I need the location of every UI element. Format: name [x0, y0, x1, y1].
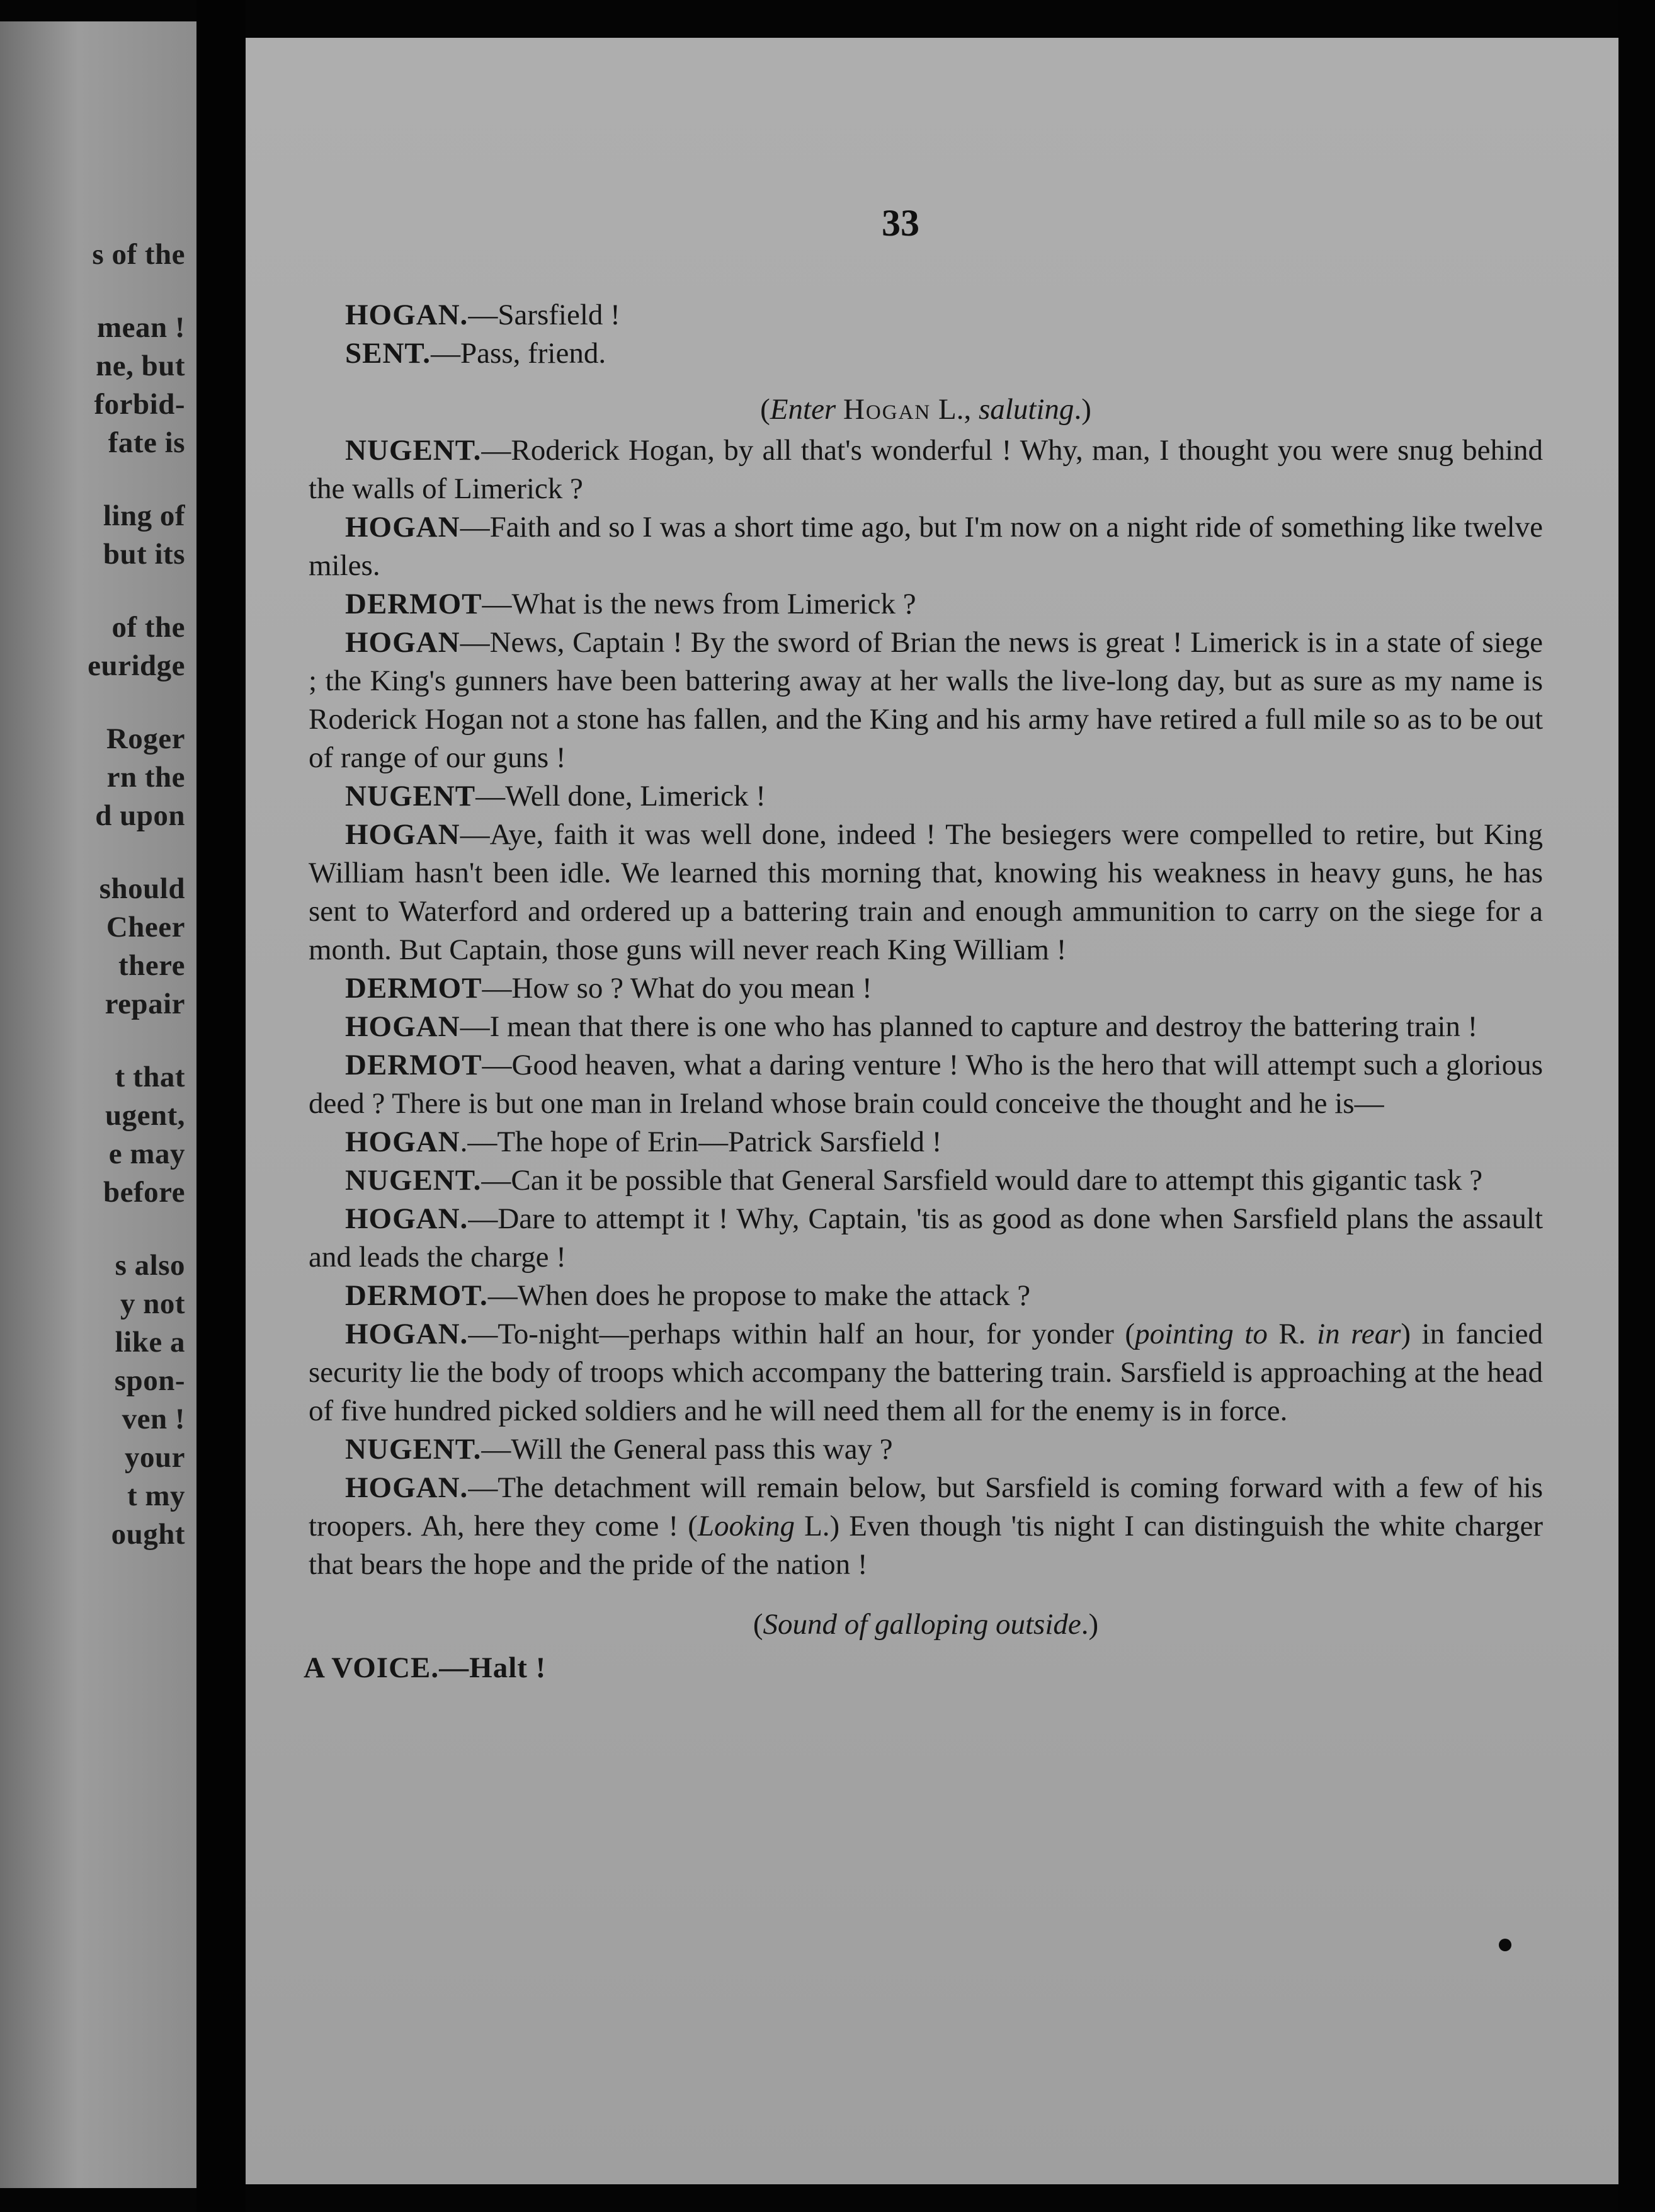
- speech: —The detachment will remain below, but Sarsfield is coming forward with a few of his troopers. Ah, here they come ! (: [309, 1471, 1543, 1542]
- speaker: DERMOT: [345, 588, 482, 620]
- speech: .—The hope of Erin—Patrick Sarsfield !: [460, 1126, 942, 1158]
- blank-line: [0, 1212, 185, 1246]
- page-number: 33: [882, 202, 919, 244]
- ink-dot: [1499, 1939, 1511, 1951]
- speaker: HOGAN.: [345, 1202, 469, 1235]
- direction-mid: L.,: [931, 393, 979, 426]
- dialogue-line: [309, 1161, 1543, 1200]
- speech: —When does he propose to make the attack ?: [487, 1279, 1031, 1312]
- stage-direction-galloping: [309, 1605, 1543, 1644]
- left-fragment-line: s also: [115, 1249, 185, 1282]
- left-fragment-line: ling of: [103, 499, 185, 532]
- speech: —Pass, friend.: [431, 337, 606, 370]
- stage-direction-enter: [309, 391, 1543, 429]
- left-fragment-line: but its: [103, 538, 185, 571]
- speech: ) in fancied security lie the body of troops which accompany the battering train. Sarsfield is approaching at the head of five hundred picked soldiers and he will need them all for the enemy is in force.: [309, 1318, 1543, 1427]
- dialogue-line: [309, 508, 1543, 585]
- dialogue-line: [309, 1200, 1543, 1277]
- speaker: HOGAN: [345, 1126, 460, 1158]
- speaker: HOGAN: [345, 511, 460, 544]
- speaker: SENT.: [345, 337, 431, 370]
- direction-action: saluting: [978, 393, 1074, 426]
- speaker: HOGAN.: [345, 1318, 469, 1350]
- inline-direction: Looking: [697, 1510, 795, 1542]
- right-page: [246, 38, 1618, 2184]
- inline-direction: pointing to: [1135, 1318, 1268, 1350]
- left-fragment-line: ven !: [122, 1403, 185, 1435]
- left-fragment-line: euridge: [88, 649, 185, 682]
- dialogue-line: [309, 816, 1543, 969]
- direction-text: Sound of galloping outside: [763, 1608, 1081, 1641]
- line-hogan-sarsfield: [309, 296, 1543, 334]
- speaker: HOGAN: [345, 1010, 460, 1043]
- left-fragment-line: before: [103, 1176, 185, 1209]
- left-fragment-line: repair: [105, 988, 185, 1020]
- speech: —Well done, Limerick !: [475, 780, 766, 812]
- speaker: DERMOT: [345, 1049, 482, 1081]
- left-page-text: [0, 236, 185, 1554]
- left-fragment-line: your: [125, 1441, 185, 1474]
- speaker: A VOICE.: [304, 1651, 440, 1684]
- play-text: [304, 296, 1543, 1687]
- book-gutter: [196, 0, 246, 2212]
- blank-line: [0, 574, 185, 608]
- dialogue-line: [309, 1277, 1543, 1315]
- dialogue-line: [309, 585, 1543, 624]
- left-fragment-line: Roger: [106, 722, 185, 755]
- left-fragment-line: like a: [115, 1326, 185, 1359]
- left-fragment-line: spon-: [114, 1364, 185, 1397]
- left-fragment-line: Cheer: [106, 911, 185, 944]
- speech: —Dare to attempt it ! Why, Captain, 'tis as good as done when Sarsfield plans the assault and leads the charge !: [309, 1202, 1543, 1274]
- left-fragment-line: ugent,: [105, 1099, 185, 1132]
- left-fragment-line: d upon: [95, 799, 185, 832]
- blank-line: [0, 462, 185, 497]
- character-name: Hogan: [843, 393, 931, 426]
- left-page-fragment: [0, 21, 196, 2188]
- speaker: HOGAN: [345, 818, 460, 851]
- speech: L.) Even though 'tis night I can distinguish the white charger that bears the hope and the pride of the nation !: [309, 1510, 1543, 1581]
- left-fragment-line: ne, but: [96, 350, 185, 382]
- speech: —Halt !: [439, 1651, 547, 1684]
- speech: —How so ? What do you mean !: [482, 972, 872, 1005]
- left-fragment-line: mean !: [96, 311, 185, 344]
- speaker: HOGAN: [345, 626, 460, 659]
- left-fragment-line: should: [99, 872, 185, 905]
- left-fragment-line: t my: [127, 1479, 185, 1512]
- left-fragment-line: e may: [108, 1137, 185, 1170]
- speaker: NUGENT.: [345, 1433, 482, 1466]
- dialogue-line-tonight: [309, 1315, 1543, 1430]
- speech: —Roderick Hogan, by all that's wonderful ! Why, man, I thought you were snug behind the walls of Limerick ?: [309, 434, 1543, 505]
- speech: —Good heaven, what a daring venture ! Who is the hero that will attempt such a glorious deed ? There is but one man in Ireland whose brain could conceive the thought and he is—: [309, 1049, 1543, 1120]
- left-fragment-line: fate is: [108, 426, 185, 459]
- speech: —Sarsfield !: [468, 299, 620, 331]
- speech: —Can it be possible that General Sarsfield would dare to attempt this gigantic task ?: [481, 1164, 1483, 1197]
- left-fragment-line: ought: [111, 1518, 185, 1551]
- dialogue-line: [309, 777, 1543, 816]
- dialogue-line: [309, 1123, 1543, 1161]
- dialogue-line: [309, 1046, 1543, 1123]
- paren: .): [1081, 1608, 1099, 1641]
- speech: —Faith and so I was a short time ago, but I'm now on a night ride of something like twelve miles.: [309, 511, 1543, 582]
- speech: —I mean that there is one who has planned to capture and destroy the battering train !: [460, 1010, 1478, 1043]
- left-fragment-line: there: [118, 949, 185, 982]
- left-fragment-line: t that: [115, 1061, 185, 1093]
- speaker: HOGAN.: [345, 299, 469, 331]
- speech: —What is the news from Limerick ?: [482, 588, 916, 620]
- blank-line: [0, 274, 185, 309]
- left-fragment-line: s of the: [92, 238, 185, 271]
- paren: (: [753, 1608, 763, 1641]
- speech: —Will the General pass this way ?: [481, 1433, 893, 1466]
- speaker: NUGENT: [345, 780, 476, 812]
- paren: .): [1074, 393, 1091, 426]
- left-fragment-line: y not: [120, 1287, 185, 1320]
- dialogue-line-voice: [304, 1649, 1543, 1687]
- inline-direction: in rear: [1317, 1318, 1401, 1350]
- blank-line: [0, 1023, 185, 1058]
- speaker: DERMOT: [345, 972, 482, 1005]
- line-sent-pass: [309, 334, 1543, 373]
- speaker: NUGENT.: [345, 1164, 482, 1197]
- left-fragment-line: rn the: [106, 761, 185, 794]
- blank-line: [0, 685, 185, 720]
- enter-word: Enter: [770, 393, 836, 426]
- speaker: DERMOT.: [345, 1279, 488, 1312]
- dialogue-line: [309, 1430, 1543, 1469]
- dialogue-line-last: [309, 1469, 1543, 1584]
- paren: (: [760, 393, 770, 426]
- dialogue-line: [309, 1008, 1543, 1046]
- speech: —News, Captain ! By the sword of Brian the news is great ! Limerick is in a state of siege ; the King's gunners have been battering away at her walls the live-long day, but as sure as my name is Roderick Hogan not a stone has fallen, and the King and his army have retired a full mile so as to be out of range of our guns !: [309, 626, 1543, 774]
- speech: —To-night—perhaps within half an hour, for yonder (: [468, 1318, 1135, 1350]
- speech: —Aye, faith it was well done, indeed ! The besiegers were compelled to retire, but King William hasn't been idle. We learned this morning that, knowing his weakness in heavy guns, he has sent to Waterford and ordered up a battering train and enough ammunition to carry on the siege for a month. But Captain, those guns will never reach King William !: [309, 818, 1543, 966]
- dialogue-line: [309, 431, 1543, 508]
- speaker: NUGENT.: [345, 434, 482, 467]
- dialogue-line: [309, 624, 1543, 777]
- blank-line: [0, 835, 185, 870]
- left-fragment-line: of the: [111, 611, 185, 644]
- speech: R.: [1267, 1318, 1317, 1350]
- speaker: HOGAN.: [345, 1471, 469, 1504]
- left-fragment-line: forbid-: [94, 388, 185, 421]
- right-edge-shadow: [1618, 0, 1655, 2212]
- dialogue-line: [309, 969, 1543, 1008]
